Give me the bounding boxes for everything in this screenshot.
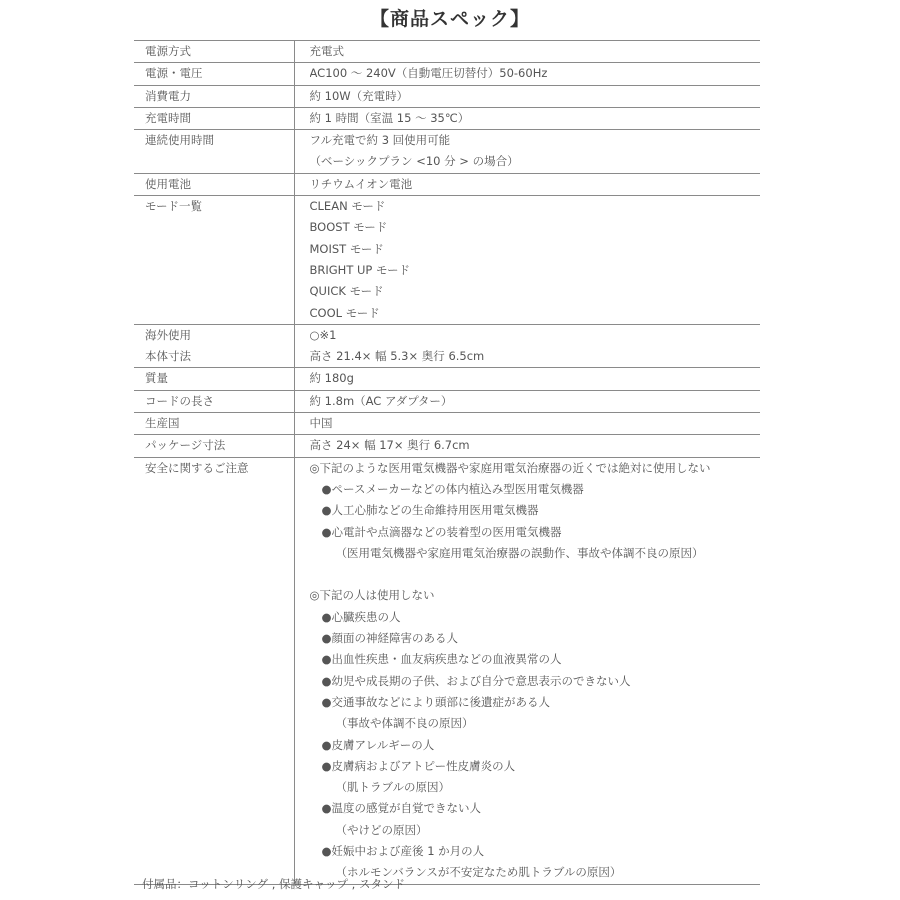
spec-label: 生産国 <box>134 413 294 435</box>
spec-label: 消費電力 <box>134 85 294 107</box>
spec-label: 本体寸法 <box>134 346 294 368</box>
spec-label: パッケージ寸法 <box>134 435 294 457</box>
table-row <box>134 130 760 174</box>
safety-item: ●ペースメーカーなどの体内植込み型医用電気機器 <box>321 481 584 496</box>
spec-value <box>294 457 760 884</box>
mode-item: CLEAN モード <box>309 199 386 214</box>
safety-note: （医用電気機器や家庭用電気治療器の誤動作、事故や体調不良の原因） <box>335 545 704 560</box>
safety-item: ●心臓疾患の人 <box>321 609 401 624</box>
mode-item: MOIST モード <box>309 241 384 256</box>
spec-label: 海外使用 <box>134 324 294 346</box>
spec-value: 中国 <box>294 413 760 435</box>
table-row <box>134 435 760 457</box>
table-row <box>134 196 760 325</box>
safety-item: ●妊娠中および産後 1 か月の人 <box>321 843 485 858</box>
table-row <box>134 390 760 412</box>
mode-item: COOL モード <box>309 305 380 320</box>
mode-item: BOOST モード <box>309 220 388 235</box>
table-row <box>134 63 760 85</box>
safety-note: （事故や体調不良の原因） <box>335 716 474 731</box>
spec-label: 質量 <box>134 368 294 390</box>
spec-value: リチウムイオン電池 <box>294 173 760 195</box>
safety-item: ●皮膚アレルギーの人 <box>321 737 435 752</box>
spec-label: モード一覧 <box>134 196 294 325</box>
spec-label: 電源・電圧 <box>134 63 294 85</box>
spec-value: 約 10W（充電時） <box>294 85 760 107</box>
safety-item: ●人工心肺などの生命維持用医用電気機器 <box>321 503 539 518</box>
spec-label: 電源方式 <box>134 41 294 63</box>
table-row <box>134 368 760 390</box>
spec-value: 高さ 24× 幅 17× 奥行 6.7cm <box>294 435 760 457</box>
safety-item: ●出血性疾患・血友病疾患などの血液異常の人 <box>321 652 562 667</box>
safety-item: ●温度の感覚が自覚できない人 <box>321 801 482 816</box>
table-row <box>134 107 760 129</box>
table-row <box>134 457 760 884</box>
spec-table <box>134 40 760 885</box>
spec-value: 約 1 時間（室温 15 ～ 35℃） <box>294 107 760 129</box>
safety-item: ●幼児や成長期の子供、および自分で意思表示のできない人 <box>321 673 631 688</box>
table-row <box>134 413 760 435</box>
safety-note: （やけどの原因） <box>335 822 428 837</box>
spec-label: 充電時間 <box>134 107 294 129</box>
safety-note: （ホルモンバランスが不安定なため肌トラブルの原因） <box>335 865 622 880</box>
spec-value: フル充電で約 3 回使用可能 （ベーシックプラン <10 分 > の場合） <box>294 130 760 174</box>
page-title: 【商品スペック】 <box>369 8 530 30</box>
spec-value: 充電式 <box>294 41 760 63</box>
spacer <box>310 564 761 585</box>
safety-heading: ◎下記のような医用電気機器や家庭用電気治療器の近くでは絶対に使用しない <box>309 460 711 475</box>
safety-item: ●交通事故などにより頭部に後遺症がある人 <box>321 694 551 709</box>
safety-item: ●心電計や点滴器などの装着型の医用電気機器 <box>321 524 562 539</box>
safety-item: ●皮膚病およびアトピー性皮膚炎の人 <box>321 758 516 773</box>
safety-heading: ◎下記の人は使用しない <box>309 588 435 603</box>
table-row <box>134 85 760 107</box>
spec-label: 連続使用時間 <box>134 130 294 174</box>
spec-value: 約 180g <box>294 368 760 390</box>
safety-item: ●顔面の神経障害のある人 <box>321 631 459 646</box>
table-row <box>134 41 760 63</box>
mode-item: QUICK モード <box>309 284 384 299</box>
spec-label: 使用電池 <box>134 173 294 195</box>
table-row <box>134 173 760 195</box>
accessories-note: 付属品：コットンリング , 保護キャップ , スタンド <box>142 877 405 891</box>
spec-label: 安全に関するご注意 <box>134 457 294 884</box>
mode-item: BRIGHT UP モード <box>309 262 411 277</box>
table-row <box>134 346 760 368</box>
spec-value <box>294 196 760 325</box>
spec-value: AC100 ～ 240V（自動電圧切替付）50-60Hz <box>294 63 760 85</box>
spec-value: 高さ 21.4× 幅 5.3× 奥行 6.5cm <box>294 346 760 368</box>
spec-label: コードの長さ <box>134 390 294 412</box>
table-row <box>134 324 760 346</box>
spec-value: 約 1.8m（AC アダプター） <box>294 390 760 412</box>
spec-value: ○※1 <box>309 327 337 342</box>
safety-note: （肌トラブルの原因） <box>335 780 451 795</box>
